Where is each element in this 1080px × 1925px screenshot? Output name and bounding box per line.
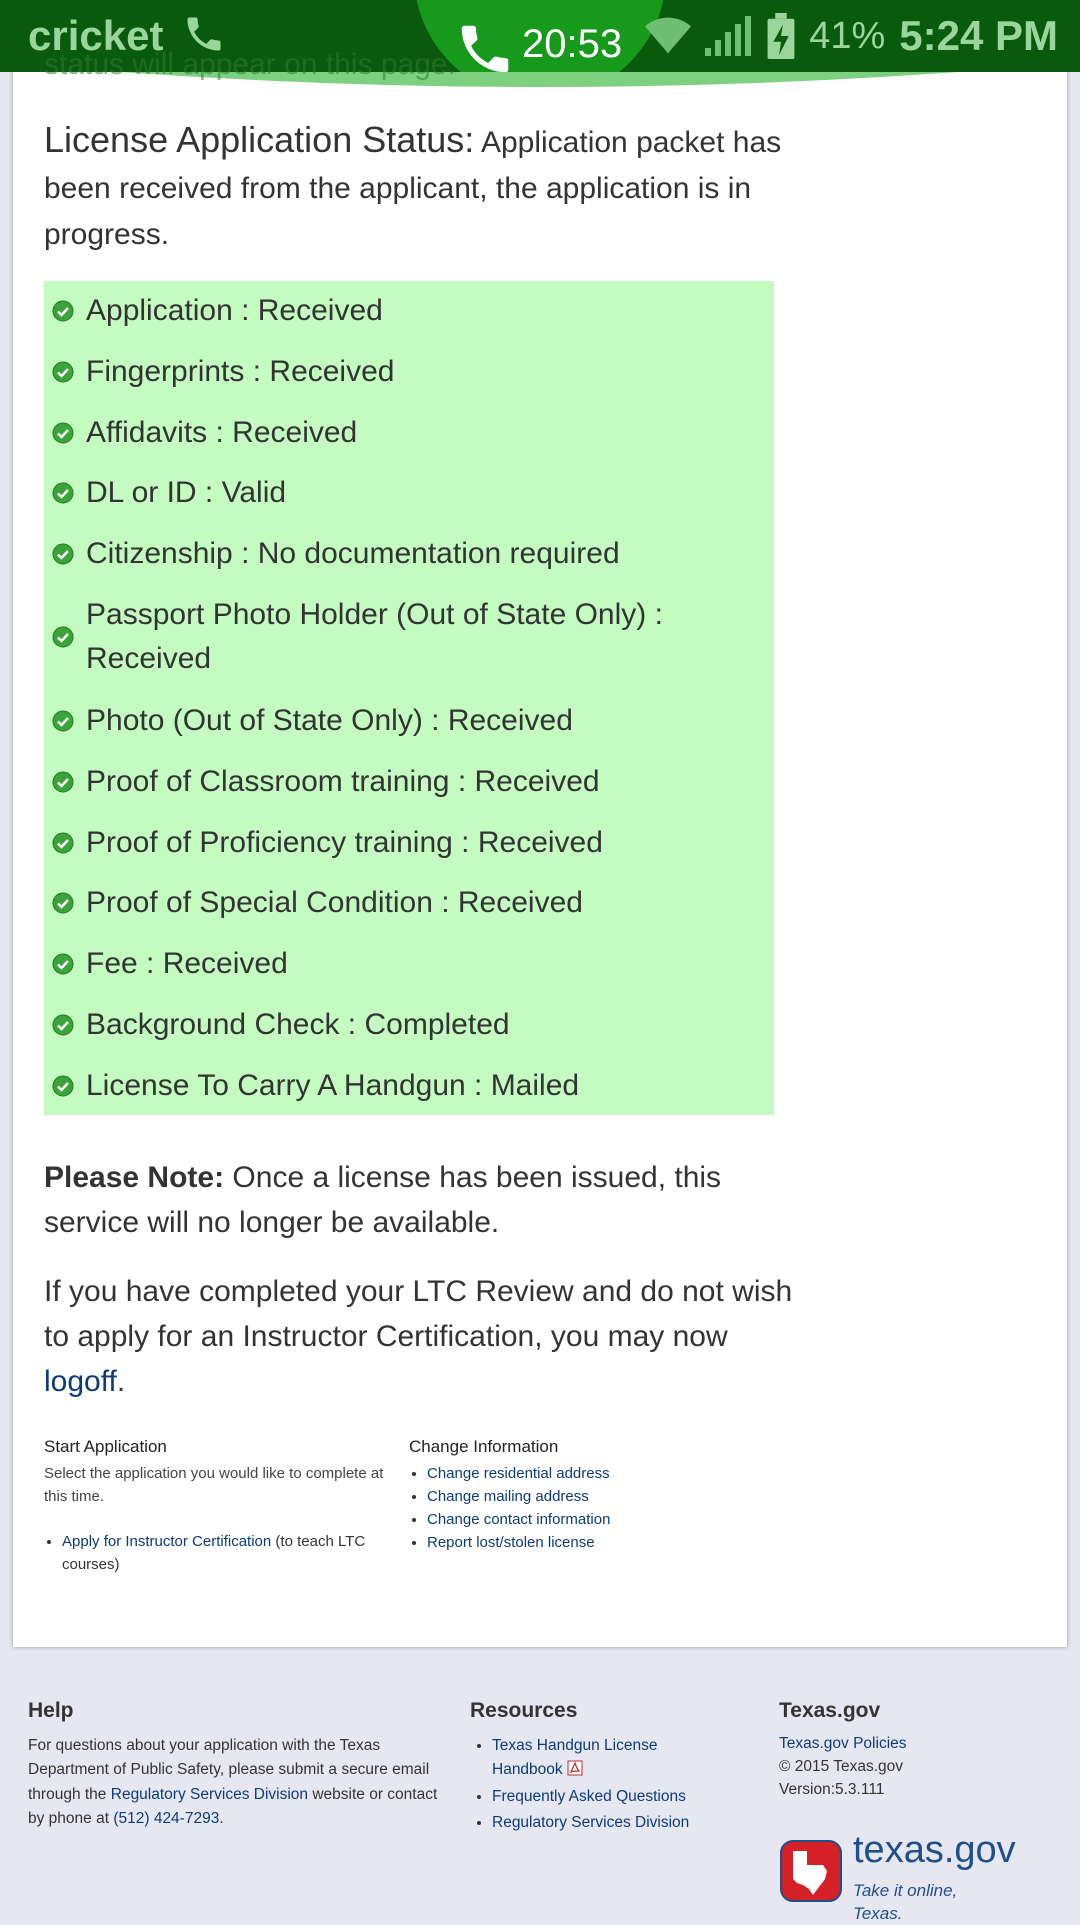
list-item [492, 1811, 700, 1836]
checklist-item-text: Proof of Classroom training : Received [86, 765, 600, 798]
list-item [44, 1003, 764, 1047]
list-item [427, 1485, 709, 1508]
list-item [44, 532, 764, 576]
battery-charging-icon [767, 13, 795, 59]
logoff-link[interactable]: logoff [44, 1365, 117, 1398]
footer-resources-title: Resources [470, 1699, 578, 1722]
help-text-middle: website or contact by phone at [28, 1785, 438, 1827]
regulatory-services-division-link[interactable]: Regulatory Services Division [492, 1814, 690, 1831]
checklist-item-text: Fee : Received [86, 947, 288, 980]
copyright: © 2015 Texas.gov [779, 1758, 904, 1775]
active-call-icon[interactable] [454, 18, 516, 72]
texasgov-policies-link[interactable]: Texas.gov Policies [779, 1735, 907, 1752]
change-contact-information-link[interactable]: Change contact information [427, 1511, 611, 1528]
clock: 5:24 PM [899, 12, 1058, 59]
regulatory-services-link[interactable]: Regulatory Services Division [110, 1785, 309, 1803]
start-application-section [44, 1435, 404, 1576]
texasgov-logo-text: texas.gov [853, 1829, 1016, 1871]
change-information-section [409, 1435, 709, 1554]
list-item [44, 942, 764, 986]
checklist-item-text: Affidavits : Received [86, 416, 358, 449]
list-item [492, 1785, 700, 1810]
list-item [427, 1508, 709, 1531]
start-application-title: Start Application [44, 1437, 167, 1456]
check-icon [52, 422, 74, 444]
status-icons [645, 12, 1058, 60]
logoff-suffix: . [116, 1365, 126, 1398]
faq-link[interactable]: Frequently Asked Questions [492, 1787, 686, 1805]
call-timer: 20:53 [522, 22, 623, 66]
check-icon [52, 1075, 74, 1097]
start-application-list [44, 1530, 404, 1576]
texasgov-logo-tagline: Take it online, Texas. [853, 1881, 958, 1923]
footer [0, 1677, 1080, 1923]
check-icon [52, 832, 74, 854]
pdf-icon [567, 1760, 583, 1776]
wifi-icon [645, 16, 691, 56]
logoff-text: If you have completed your LTC Review and do not wish to apply for an Instructor Certification, you may now [44, 1275, 793, 1353]
main-card [13, 55, 1067, 1647]
requirement-checklist [44, 281, 774, 1115]
version: Version:5.3.111 [779, 1781, 885, 1798]
list-item [492, 1734, 700, 1783]
handbook-link[interactable]: Texas Handgun License Handbook [492, 1736, 658, 1778]
check-icon [52, 710, 74, 732]
checklist-item-text: Background Check : Completed [86, 1008, 510, 1041]
list-item [44, 350, 764, 394]
check-icon [52, 543, 74, 565]
please-note [44, 1155, 804, 1245]
help-text-after: . [219, 1810, 224, 1827]
check-icon [52, 626, 74, 648]
check-icon [52, 953, 74, 975]
list-item [44, 821, 764, 865]
checklist-item-text: Proof of Proficiency training : Received [86, 826, 603, 859]
list-item [44, 1064, 764, 1108]
footer-texasgov [779, 1699, 1039, 1923]
checklist-item-text: Passport Photo Holder (Out of State Only) : Received [86, 598, 663, 675]
change-information-list [409, 1462, 709, 1554]
footer-texasgov-title: Texas.gov [779, 1699, 881, 1722]
license-status-label: License Application Status: [44, 119, 475, 160]
phone-link[interactable]: (512) 424-7293 [113, 1810, 220, 1827]
checklist-item-text: Citizenship : No documentation required [86, 537, 620, 570]
please-note-label: Please Note: [44, 1161, 225, 1194]
checklist-item-text: DL or ID : Valid [86, 476, 287, 509]
resources-list [470, 1734, 700, 1836]
license-status-text: Application packet has been received from the applicant, the application is in progress. [44, 126, 782, 251]
list-item [62, 1530, 404, 1576]
list-item [427, 1462, 709, 1485]
scrolled-text: status will appear on this page. [44, 48, 456, 81]
check-icon [52, 361, 74, 383]
please-note-text: Once a license has been issued, this service will no longer be available. [44, 1161, 722, 1239]
check-icon [52, 892, 74, 914]
list-item [427, 1531, 709, 1554]
footer-resources [470, 1699, 700, 1838]
footer-help-title: Help [28, 1699, 74, 1722]
checklist-item-text: License To Carry A Handgun : Mailed [86, 1069, 580, 1102]
carrier-name: cricket [28, 12, 164, 59]
apply-instructor-suffix: (to teach LTC courses) [62, 1533, 366, 1573]
footer-help [28, 1699, 448, 1832]
list-item [44, 699, 764, 743]
battery-percent: 41% [809, 14, 886, 57]
change-residential-address-link[interactable]: Change residential address [427, 1465, 610, 1482]
change-mailing-address-link[interactable]: Change mailing address [427, 1488, 589, 1505]
check-icon [52, 1014, 74, 1036]
list-item [44, 411, 764, 455]
report-lost-license-link[interactable]: Report lost/stolen license [427, 1534, 595, 1551]
check-icon [52, 482, 74, 504]
check-icon [52, 771, 74, 793]
signal-icon [705, 15, 753, 57]
logoff-paragraph [44, 1269, 804, 1404]
apply-instructor-certification-link[interactable]: Apply for Instructor Certification [62, 1533, 272, 1550]
list-item [44, 760, 764, 804]
help-text: For questions about your application with the Texas Department of Public Safety, please submit a secure email through the [28, 1736, 430, 1803]
texasgov-logo[interactable] [779, 1829, 1016, 1923]
checklist-item-text: Application : Received [86, 294, 383, 327]
license-status [44, 117, 784, 258]
checklist-item-text: Photo (Out of State Only) : Received [86, 704, 573, 737]
checklist-item-text: Fingerprints : Received [86, 355, 395, 388]
list-item [44, 471, 764, 515]
change-information-title: Change Information [409, 1437, 559, 1456]
check-icon [52, 300, 74, 322]
list-item [44, 881, 764, 925]
list-item [44, 593, 764, 681]
start-application-desc: Select the application you would like to complete at this time. [44, 1465, 384, 1505]
checklist-item-text: Proof of Special Condition : Received [86, 886, 583, 919]
texas-flag-icon [779, 1839, 843, 1903]
list-item [44, 289, 764, 333]
